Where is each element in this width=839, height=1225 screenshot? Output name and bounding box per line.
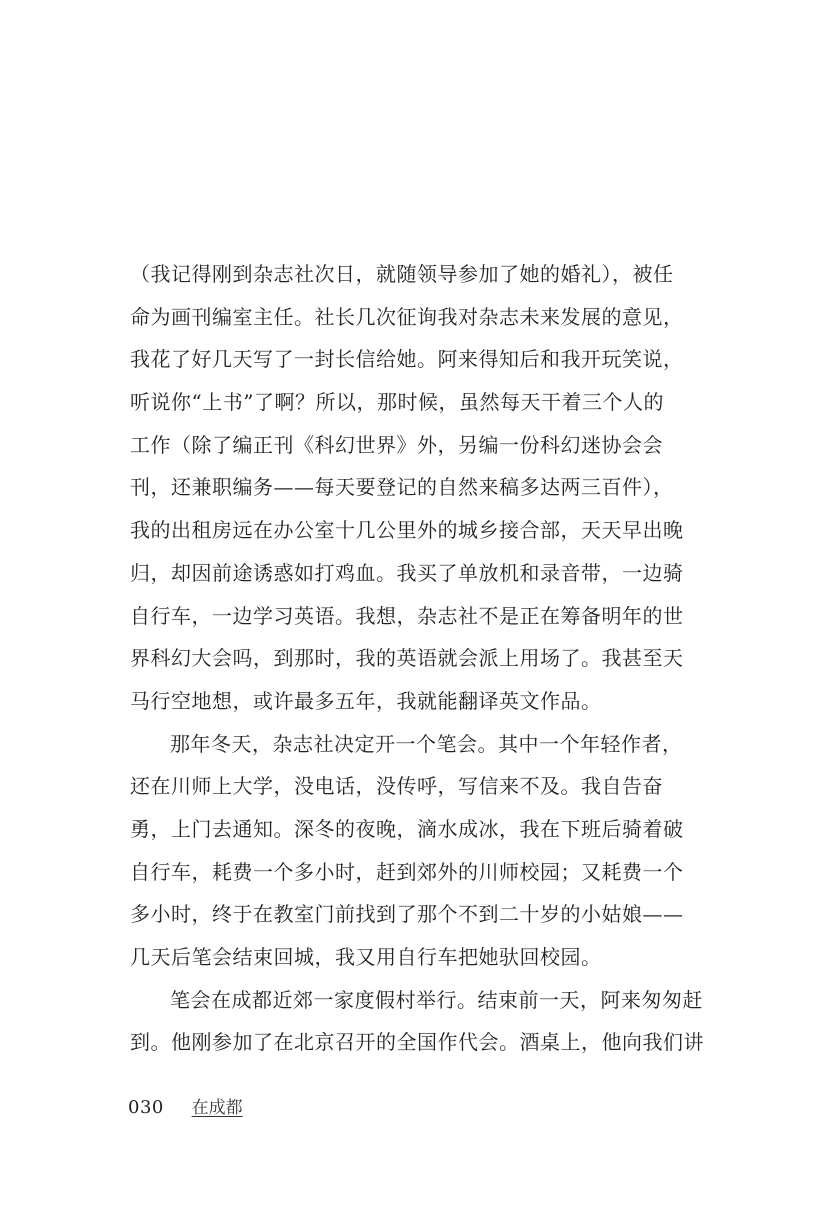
text-line: （我记得刚到杂志社次日，就随领导参加了她的婚礼），被任 — [130, 262, 674, 286]
text-line: 命为画刊编室主任。社长几次征询我对杂志未来发展的意见， — [130, 304, 684, 329]
text-line: 多小时，终于在教室门前找到了那个不到二十岁的小姑娘—— — [130, 902, 684, 927]
text-line: 自行车，一边学习英语。我想，杂志社不是正在筹备明年的世 — [130, 603, 684, 628]
text-line: 工作（除了编正刊《科幻世界》外，另编一份科幻迷协会会 — [130, 432, 663, 457]
paragraph — [130, 979, 704, 1064]
text-line: 那年冬天，杂志社决定开一个笔会。其中一个年轻作者， — [170, 731, 683, 756]
text-line: 我花了好几天写了一封长信给她。阿来得知后和我开玩笑说， — [130, 347, 684, 372]
text-line: 到。他刚参加了在北京召开的全国作代会。酒桌上，他向我们讲 — [130, 1030, 704, 1055]
paragraph — [130, 253, 684, 723]
paragraph — [130, 723, 684, 979]
text-line: 听说你“上书”了啊？所以，那时候，虽然每天干着三个人的 — [130, 390, 664, 415]
text-line: 还在川师上大学，没电话，没传呼，写信来不及。我自告奋 — [130, 774, 663, 799]
text-line: 我的出租房远在办公室十几公里外的城乡接合部，天天早出晚 — [130, 518, 684, 543]
text-line: 马行空地想，或许最多五年，我就能翻译英文作品。 — [130, 688, 602, 713]
body-text — [130, 253, 704, 1064]
text-line: 笔会在成都近郊一家度假村举行。结束前一天，阿来匆匆赶 — [170, 987, 703, 1012]
text-line: 自行车，耗费一个多小时，赶到郊外的川师校园；又耗费一个 — [130, 859, 684, 884]
text-line: 归，却因前途诱惑如打鸡血。我买了单放机和录音带，一边骑 — [130, 560, 684, 585]
page-footer — [128, 1093, 243, 1123]
running-title: 在成都 — [191, 1098, 243, 1118]
text-line: 界科幻大会吗，到那时，我的英语就会派上用场了。我甚至天 — [130, 646, 684, 671]
page-number: 030 — [128, 1097, 164, 1118]
text-line: 刊，还兼职编务——每天要登记的自然来稿多达两三百件）， — [130, 475, 674, 500]
text-line: 几天后笔会结束回城，我又用自行车把她驮回校园。 — [130, 945, 602, 969]
text-line: 勇，上门去通知。深冬的夜晚，滴水成冰，我在下班后骑着破 — [130, 816, 684, 841]
